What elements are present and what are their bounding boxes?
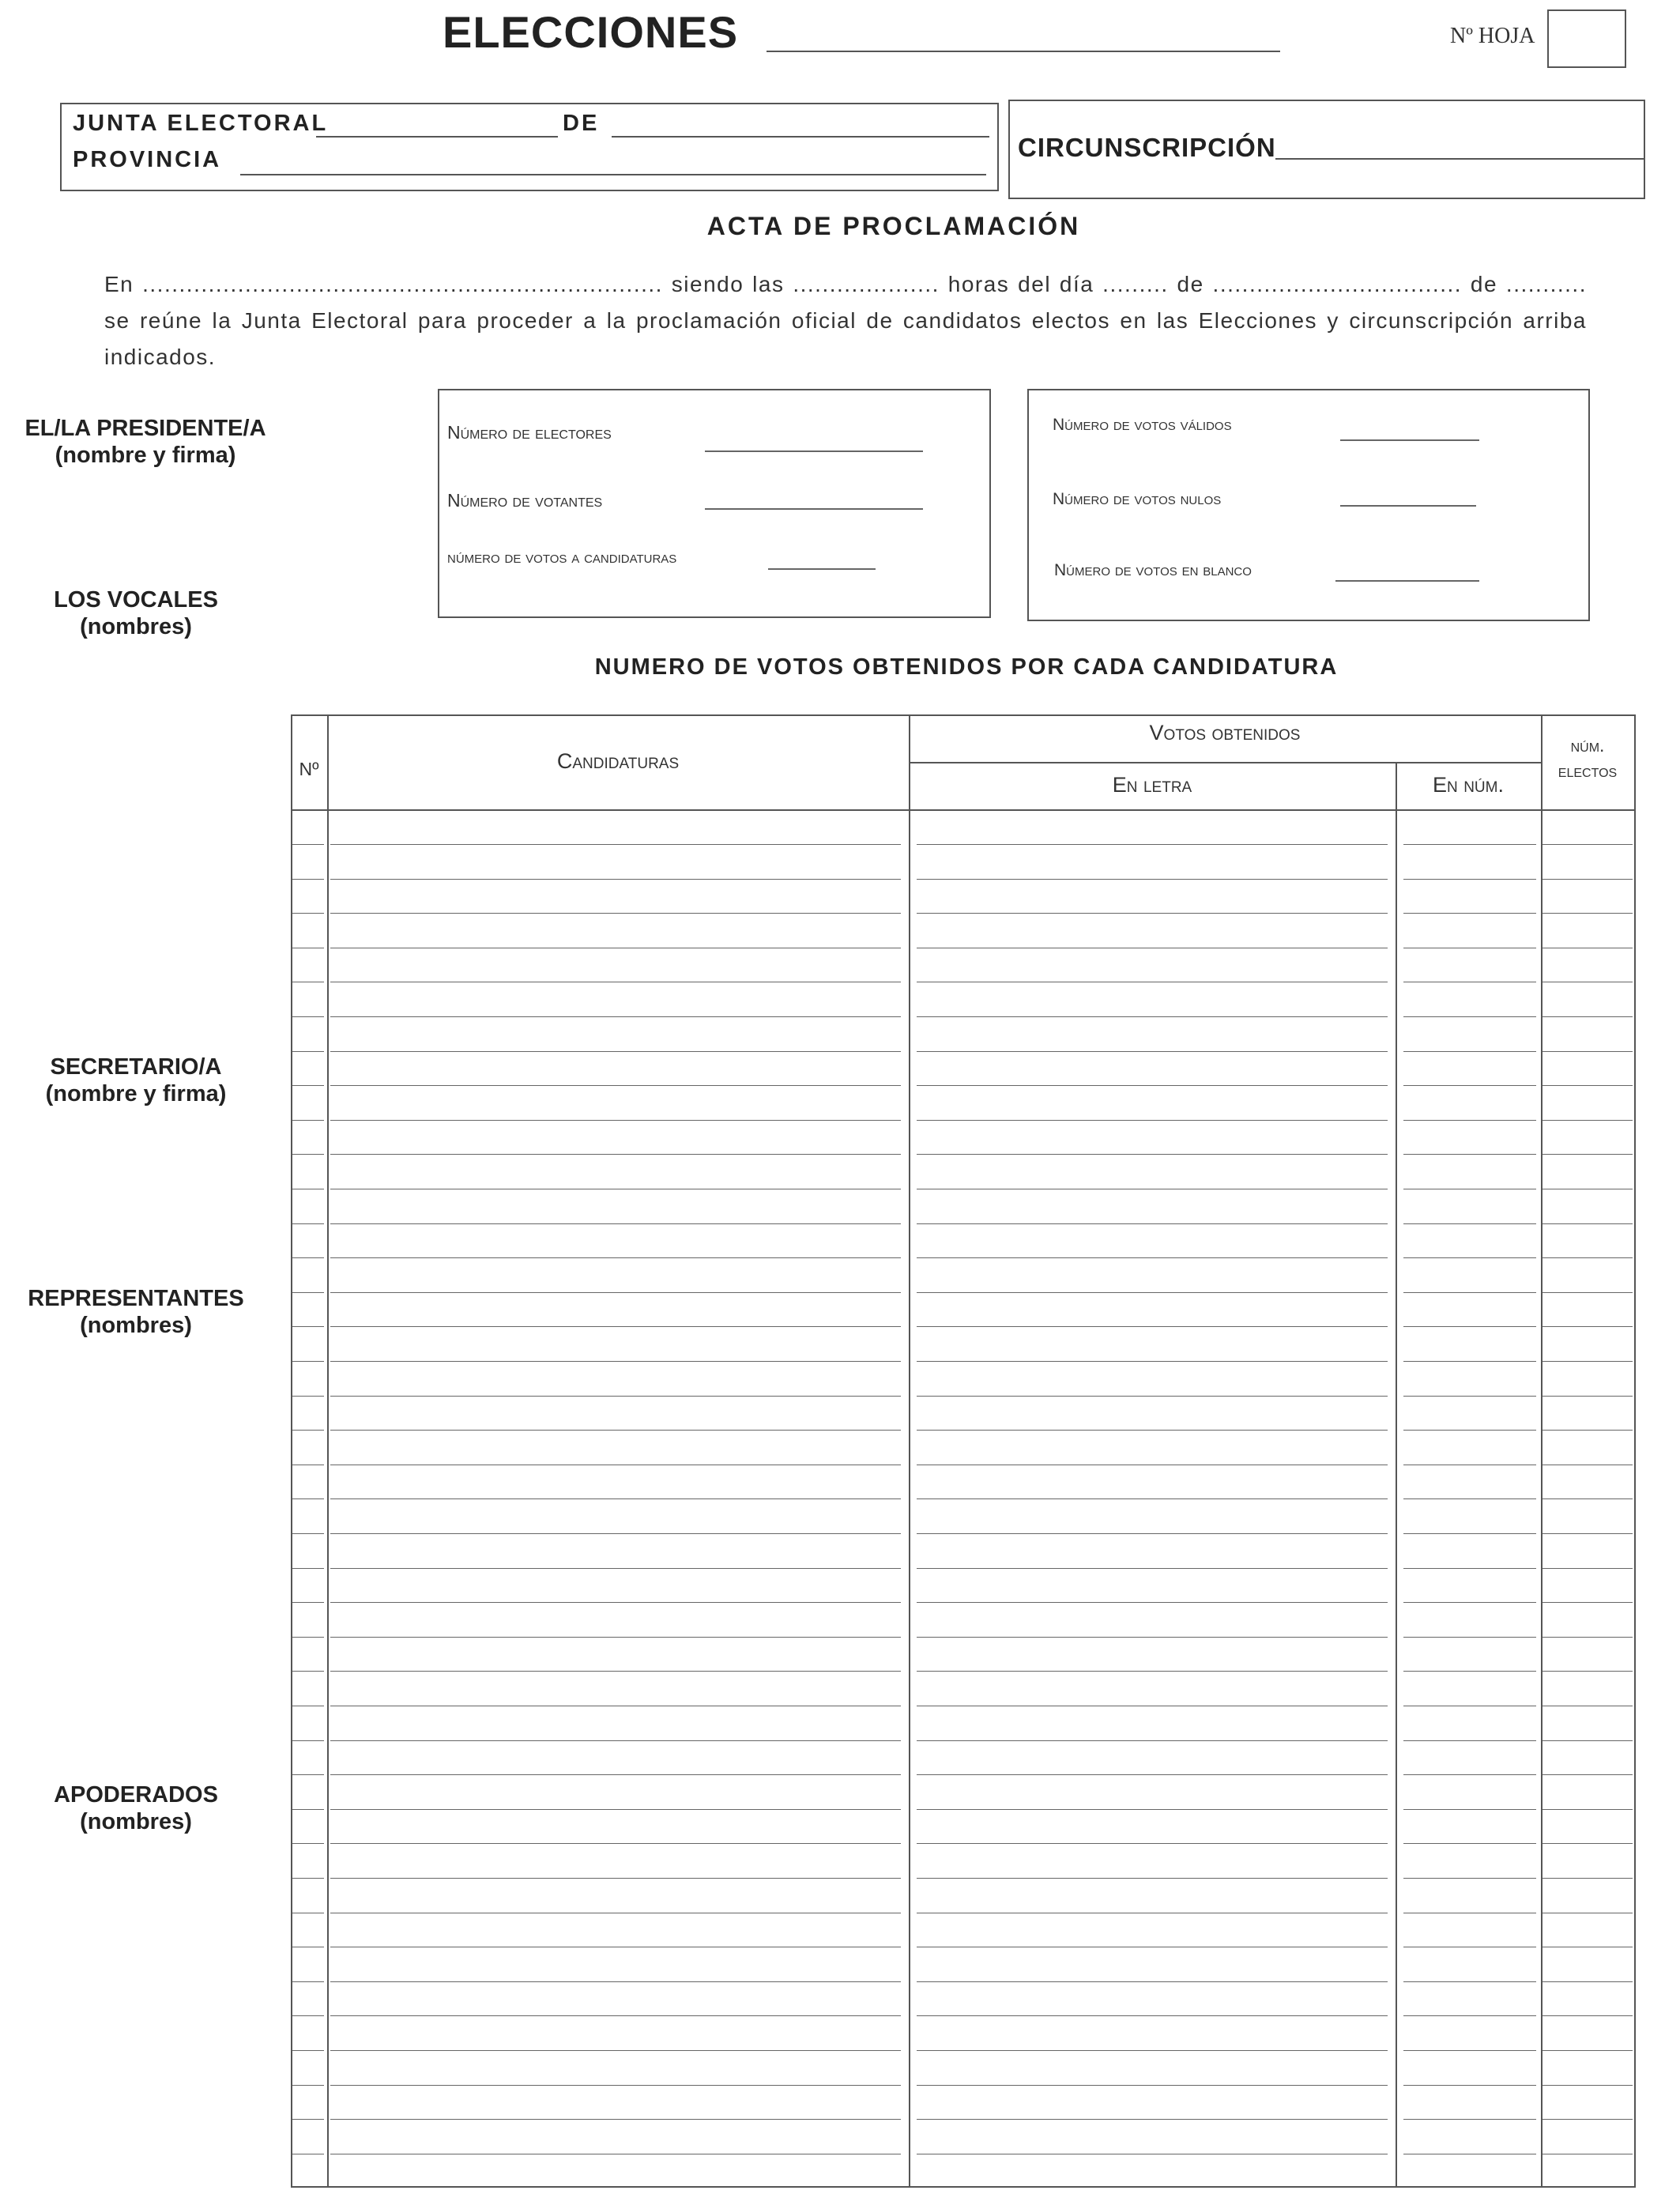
row-writing-line (1543, 913, 1633, 914)
apoderados-label (2, 1781, 270, 1835)
row-writing-line (330, 1120, 901, 1121)
act-title: ACTA DE PROCLAMACIÓN (706, 212, 1081, 240)
row-writing-line (292, 1878, 324, 1879)
row-writing-line (330, 2050, 901, 2051)
row-writing-line (1543, 1292, 1633, 1293)
row-writing-line (292, 1326, 324, 1327)
electores-label: Número de electores (447, 422, 612, 443)
row-writing-line (1543, 1326, 1633, 1327)
circunscripcion-label: CIRCUNSCRIPCIÓN (1018, 133, 1276, 162)
col-electos-header-2: electos (1558, 760, 1618, 781)
row-writing-line (330, 1430, 901, 1431)
row-writing-line (330, 1498, 901, 1499)
votantes-field[interactable] (705, 508, 923, 510)
row-writing-line (1403, 1843, 1536, 1844)
row-writing-line (1543, 1809, 1633, 1810)
row-writing-line (292, 1292, 324, 1293)
row-writing-line (917, 1361, 1388, 1362)
votos-blanco-field[interactable] (1335, 580, 1479, 582)
row-writing-line (1403, 1120, 1536, 1121)
row-writing-line (1543, 1361, 1633, 1362)
row-writing-line (1403, 844, 1536, 845)
row-writing-line (917, 1843, 1388, 1844)
row-writing-line (917, 1016, 1388, 1017)
col-no-header: Nº (299, 759, 319, 779)
row-writing-line (1543, 1533, 1633, 1534)
row-writing-line (1543, 1637, 1633, 1638)
row-writing-line (292, 1981, 324, 1982)
row-writing-line (1543, 1154, 1633, 1155)
row-writing-line (917, 1637, 1388, 1638)
votos-nulos-field[interactable] (1340, 505, 1476, 507)
row-writing-line (330, 1154, 901, 1155)
row-writing-line (917, 2050, 1388, 2051)
row-writing-line (917, 1396, 1388, 1397)
row-writing-line (292, 2050, 324, 2051)
act-paragraph-line-3: indicados. (104, 345, 217, 369)
row-writing-line (330, 2119, 901, 2120)
row-writing-line (292, 879, 324, 880)
row-writing-line (1543, 1430, 1633, 1431)
presidente-subtitle: (nombre y firma) (55, 443, 236, 468)
row-writing-line (330, 844, 901, 845)
provincia-line[interactable] (240, 174, 986, 175)
row-writing-line (1543, 1498, 1633, 1499)
row-writing-line (917, 1257, 1388, 1258)
row-writing-line (330, 1843, 901, 1844)
row-writing-line (292, 1430, 324, 1431)
row-writing-line (1543, 844, 1633, 845)
row-writing-line (1543, 1878, 1633, 1879)
secretario-subtitle: (nombre y firma) (45, 1081, 227, 1106)
act-paragraph-line-2: se reúne la Junta Electoral para proceder a la proclamación oficial de candidatos electos en las Elecciones y circunscripción arriba (104, 308, 1587, 333)
row-writing-line (1543, 1085, 1633, 1086)
row-writing-line (917, 1568, 1388, 1569)
row-writing-line (330, 1533, 901, 1534)
row-writing-line (1403, 1396, 1536, 1397)
row-writing-line (330, 1326, 901, 1327)
row-writing-line (917, 913, 1388, 914)
row-writing-line (330, 1637, 901, 1638)
row-writing-line (917, 1326, 1388, 1327)
apoderados-title: APODERADOS (54, 1782, 218, 1808)
row-writing-line (917, 1498, 1388, 1499)
votes-table-title: NUMERO DE VOTOS OBTENIDOS POR CADA CANDIDATURA (594, 654, 1339, 680)
row-writing-line (330, 1257, 901, 1258)
row-writing-line (917, 1809, 1388, 1810)
votos-validos-label: Número de votos válidos (1053, 416, 1232, 434)
row-writing-line (292, 1671, 324, 1672)
vocales-label (2, 586, 270, 640)
row-writing-line (917, 1120, 1388, 1121)
row-writing-line (1403, 1223, 1536, 1224)
col-electos-header-1: núm. (1570, 735, 1605, 756)
row-writing-line (917, 1878, 1388, 1879)
row-writing-line (330, 1774, 901, 1775)
row-writing-line (1403, 1430, 1536, 1431)
row-writing-line (1543, 1981, 1633, 1982)
sheet-number-box[interactable] (1547, 9, 1626, 68)
row-writing-line (330, 1809, 901, 1810)
col-letra-header: En letra (1112, 773, 1192, 797)
junta-line[interactable] (316, 136, 558, 138)
row-writing-line (292, 1740, 324, 1741)
row-writing-line (1403, 1740, 1536, 1741)
votos-nulos-label: Número de votos nulos (1053, 490, 1222, 508)
row-writing-line (1543, 1740, 1633, 1741)
col-votos-header: Votos obtenidos (1149, 721, 1301, 745)
row-writing-line (1403, 1016, 1536, 1017)
row-writing-line (292, 1774, 324, 1775)
row-writing-line (1403, 1326, 1536, 1327)
col-num-header: En núm. (1432, 773, 1504, 797)
row-writing-line (292, 1533, 324, 1534)
row-writing-line (917, 1740, 1388, 1741)
row-writing-line (292, 1016, 324, 1017)
row-writing-line (330, 1878, 901, 1879)
row-writing-line (330, 1568, 901, 1569)
row-writing-line (1543, 1568, 1633, 1569)
row-writing-line (917, 1154, 1388, 1155)
row-writing-line (917, 1774, 1388, 1775)
row-writing-line (292, 1498, 324, 1499)
row-writing-line (292, 2119, 324, 2120)
presidente-title: EL/LA PRESIDENTE/A (24, 416, 266, 441)
row-writing-line (1403, 1602, 1536, 1603)
votos-validos-field[interactable] (1340, 439, 1479, 441)
row-writing-line (292, 913, 324, 914)
row-writing-line (917, 1981, 1388, 1982)
row-writing-line (292, 1051, 324, 1052)
row-writing-line (917, 844, 1388, 845)
row-writing-line (1403, 1774, 1536, 1775)
row-writing-line (1403, 1981, 1536, 1982)
votos-blanco-label: Número de votos en blanco (1054, 561, 1252, 579)
representantes-title: REPRESENTANTES (28, 1286, 244, 1311)
row-writing-line (1543, 2015, 1633, 2016)
row-writing-line (292, 1568, 324, 1569)
vocales-subtitle: (nombres) (80, 614, 192, 639)
row-writing-line (1403, 1637, 1536, 1638)
votantes-label: Número de votantes (447, 490, 603, 511)
row-writing-line (917, 1602, 1388, 1603)
row-writing-line (330, 1981, 901, 1982)
row-writing-line (330, 1740, 901, 1741)
row-writing-line (292, 844, 324, 845)
row-writing-line (330, 1602, 901, 1603)
representantes-label (2, 1285, 270, 1339)
apoderados-subtitle: (nombres) (80, 1809, 192, 1834)
page-title: ELECCIONES (443, 7, 739, 57)
row-writing-line (1543, 879, 1633, 880)
row-writing-line (330, 1671, 901, 1672)
row-writing-line (1543, 1774, 1633, 1775)
row-writing-line (1403, 1568, 1536, 1569)
row-writing-line (330, 1051, 901, 1052)
row-writing-line (292, 2015, 324, 2016)
row-writing-line (1543, 2050, 1633, 2051)
row-writing-line (1403, 913, 1536, 914)
row-writing-line (1403, 1671, 1536, 1672)
row-writing-line (1403, 1809, 1536, 1810)
row-writing-line (292, 1637, 324, 1638)
row-writing-line (1403, 2015, 1536, 2016)
row-writing-line (917, 1292, 1388, 1293)
row-writing-line (292, 1085, 324, 1086)
row-writing-line (1403, 2085, 1536, 2086)
row-writing-line (917, 1533, 1388, 1534)
de-label: DE (563, 111, 600, 136)
row-writing-line (292, 1361, 324, 1362)
row-writing-line (330, 2085, 901, 2086)
row-writing-line (1543, 2119, 1633, 2120)
row-writing-line (1543, 1396, 1633, 1397)
votos-candidaturas-field[interactable] (768, 568, 876, 570)
row-writing-line (1403, 1154, 1536, 1155)
row-writing-line (1543, 1051, 1633, 1052)
sheet-number-label: Nº HOJA (1450, 24, 1535, 48)
row-writing-line (1543, 1843, 1633, 1844)
row-writing-line (1403, 2119, 1536, 2120)
row-writing-line (1403, 1533, 1536, 1534)
row-writing-line (330, 913, 901, 914)
row-writing-line (1543, 1602, 1633, 1603)
votos-candidaturas-label: número de votos a candidaturas (447, 548, 677, 567)
row-writing-line (292, 1223, 324, 1224)
elecciones-line[interactable] (767, 51, 1280, 52)
de-line[interactable] (612, 136, 989, 138)
row-writing-line (292, 1843, 324, 1844)
row-writing-line (1403, 1292, 1536, 1293)
row-writing-line (917, 2015, 1388, 2016)
row-writing-line (330, 1016, 901, 1017)
circunscripcion-line[interactable] (1275, 158, 1644, 160)
row-writing-line (917, 1430, 1388, 1431)
row-writing-line (292, 1602, 324, 1603)
row-writing-line (292, 1809, 324, 1810)
row-writing-line (1543, 1120, 1633, 1121)
row-writing-line (917, 1671, 1388, 1672)
presidente-signature-label (11, 415, 280, 469)
row-writing-line (1543, 1671, 1633, 1672)
row-writing-line (917, 2085, 1388, 2086)
row-writing-line (1543, 1257, 1633, 1258)
provincia-label: PROVINCIA (73, 147, 222, 172)
row-writing-line (917, 1223, 1388, 1224)
vocales-title: LOS VOCALES (54, 587, 218, 613)
row-writing-line (330, 879, 901, 880)
col-candidaturas-header: Candidaturas (556, 749, 680, 773)
row-writing-line (292, 1257, 324, 1258)
row-writing-line (330, 1085, 901, 1086)
row-writing-line (1403, 1878, 1536, 1879)
row-writing-line (1403, 1498, 1536, 1499)
row-writing-line (330, 1292, 901, 1293)
row-writing-line (1403, 1085, 1536, 1086)
row-writing-line (1403, 1257, 1536, 1258)
electores-field[interactable] (705, 450, 923, 452)
junta-label: JUNTA ELECTORAL (73, 111, 329, 136)
row-writing-line (330, 1361, 901, 1362)
secretario-title: SECRETARIO/A (50, 1054, 222, 1080)
act-paragraph-line-1: En ....................................................................... siendo las .................... horas del día ......... de .................................. de ........... (104, 272, 1587, 296)
row-writing-line (917, 2119, 1388, 2120)
row-writing-line (330, 1396, 901, 1397)
representantes-subtitle: (nombres) (80, 1313, 192, 1338)
row-writing-line (330, 1223, 901, 1224)
row-writing-line (330, 2015, 901, 2016)
row-writing-line (1543, 2085, 1633, 2086)
row-writing-line (1403, 2050, 1536, 2051)
row-writing-line (917, 1051, 1388, 1052)
secretario-signature-label (2, 1054, 270, 1107)
row-writing-line (292, 1154, 324, 1155)
row-writing-line (1403, 1051, 1536, 1052)
row-writing-line (292, 2085, 324, 2086)
row-writing-line (1543, 1016, 1633, 1017)
row-writing-line (917, 879, 1388, 880)
row-writing-line (292, 1120, 324, 1121)
row-writing-line (1403, 879, 1536, 880)
row-writing-line (1403, 1361, 1536, 1362)
row-writing-line (917, 1085, 1388, 1086)
row-writing-line (292, 1396, 324, 1397)
row-writing-line (1543, 1223, 1633, 1224)
